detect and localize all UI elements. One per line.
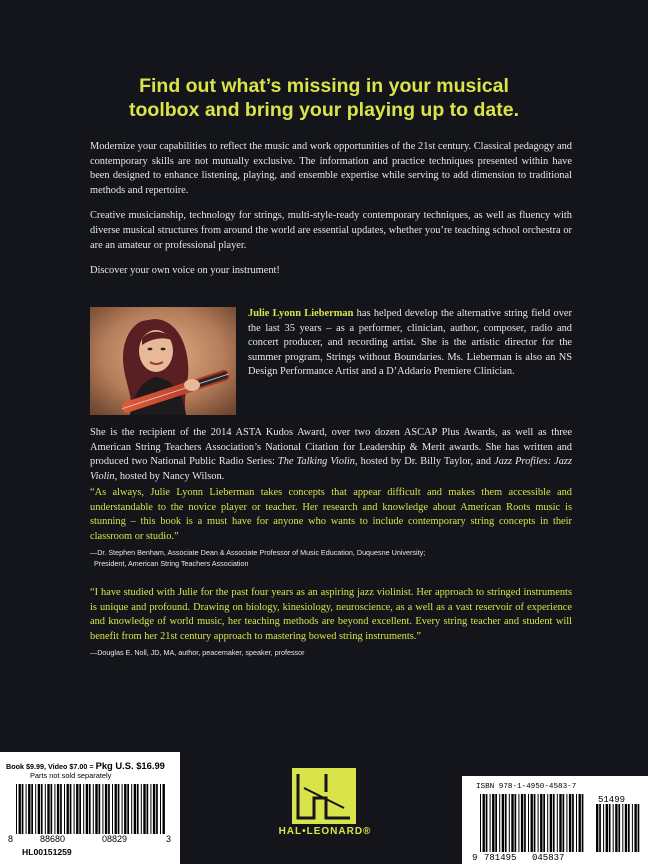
intro-text: [90, 140, 572, 290]
publisher-name: HAL•LEONARD®: [278, 826, 372, 837]
barcode-bar: [622, 804, 623, 852]
barcode-bar: [534, 794, 536, 852]
barcode-bar: [143, 784, 145, 834]
upc-barcode: [6, 782, 174, 844]
barcode-bar: [105, 784, 107, 834]
barcode-bar: [509, 794, 510, 852]
barcode-bar: [31, 784, 33, 834]
price-line: [6, 760, 165, 771]
barcode-bar: [609, 804, 611, 852]
barcode-bar: [150, 784, 151, 834]
bio-text: has helped develop the alternative string field over the last 35 years – as a performer, clinician, author, composer, radio and concert producer, and recording artist. She is the artistic director for the summer program, Strings without Boundaries. Ms. Lieberman is also an NS Design Performance Artist and a D’Addario Premiere Clinician.: [248, 308, 573, 378]
barcode-bar: [118, 784, 120, 834]
price-components: Book $9.99, Video $7.00 =: [6, 762, 96, 771]
barcode-bar: [566, 794, 567, 852]
testimonial-1-attribution-line-1: —Dr. Stephen Benham, Associate Dean & Associate Professor of Music Education, Duquesne University;: [90, 548, 426, 558]
barcode-bar: [141, 784, 142, 834]
barcode-bar: [83, 784, 84, 834]
barcode-bar: [524, 794, 526, 852]
barcode-bar: [93, 784, 94, 834]
barcode-bar: [543, 794, 545, 852]
awards-text-a: She is the recipient of the 2014 ASTA Kudos Award, over two dozen ASCAP Plus Awards, as well as three American String Teachers Association’s National Citation for Leadership & Merit awards. She has written and produced two National Public Radio Series:: [90, 427, 572, 468]
barcode-bar: [99, 784, 101, 834]
barcode-bar: [64, 784, 65, 834]
barcode-bar: [582, 794, 584, 852]
headline-line-1: Find out what’s missing in your musical: [139, 75, 509, 97]
barcode-bar: [518, 794, 519, 852]
isbn-barcode: [472, 794, 642, 862]
barcode-bar: [115, 784, 117, 834]
upc-digit-last: 3: [166, 834, 172, 844]
barcode-bar: [540, 794, 542, 852]
author-photo: [90, 307, 236, 415]
awards-text-c: , hosted by Nancy Wilson.: [114, 470, 225, 482]
barcode-bar: [38, 784, 40, 834]
barcode-bar: [579, 794, 581, 852]
barcode-bar: [86, 784, 88, 834]
barcode-bar: [131, 784, 132, 834]
barcode-bar: [576, 794, 577, 852]
parts-note: Parts not sold separately: [30, 771, 112, 780]
barcode-bar: [22, 784, 24, 834]
author-name: Julie Lyonn Lieberman: [248, 308, 354, 319]
isbn-addon-digits: 51499: [598, 795, 626, 805]
testimonial-1-attribution: [90, 547, 572, 569]
barcode-bar: [634, 804, 636, 852]
testimonial-2-attribution-line-1: —Douglas E. Noll, JD, MA, author, peacemaker, speaker, professor: [90, 648, 305, 658]
author-bio: [248, 307, 572, 380]
ean-digit-first: 9: [472, 853, 478, 862]
barcode-bar: [89, 784, 91, 834]
headline: [0, 74, 648, 122]
barcode-bar: [95, 784, 97, 834]
headline-line-2: toolbox and bring your playing up to date.: [129, 99, 519, 121]
barcode-bar: [559, 794, 561, 852]
barcode-bar: [599, 804, 601, 852]
barcode-bar: [638, 804, 640, 852]
intro-paragraph-2: Creative musicianship, technology for strings, multi-style-ready contemporary techniques, as well as fluency with diverse musical structures from around the world are essential updates, whether you’re teaching school orchestra or are an amateur or professional player.: [90, 210, 572, 251]
barcode-bar: [28, 784, 30, 834]
isbn-number: ISBN 978-1-4950-4583-7: [476, 783, 577, 791]
barcode-bar: [553, 794, 555, 852]
barcode-bar: [572, 794, 574, 852]
price-box: [0, 752, 180, 864]
barcode-bar: [628, 804, 630, 852]
barcode-bar: [531, 794, 533, 852]
barcode-bar: [156, 784, 158, 834]
upc-digits-right: 08829: [102, 834, 128, 844]
price-total: Pkg U.S. $16.99: [95, 760, 165, 771]
barcode-bar: [569, 794, 571, 852]
testimonial-1-text: “As always, Julie Lyonn Lieberman takes concepts that appear difficult and makes them accessible and understandable to the novice player or teacher. Her research and knowledge about American Roots music is stunning – this book is a must have for anyone who wants to include contemporary string concepts in their classroom or studio.”: [90, 487, 572, 542]
barcode-bar: [41, 784, 43, 834]
barcode-bar: [47, 784, 49, 834]
barcode-bar: [67, 784, 69, 834]
barcode-bar: [45, 784, 46, 834]
barcode-bar: [596, 804, 598, 852]
upc-digit-first: 8: [8, 834, 14, 844]
series-title-1: The Talking Violin: [277, 456, 356, 468]
barcode-bar: [521, 794, 523, 852]
barcode-bar: [16, 784, 17, 834]
barcode-bar: [505, 794, 507, 852]
barcode-bar: [127, 784, 129, 834]
barcode-bar: [615, 804, 617, 852]
barcode-bar: [160, 784, 161, 834]
awards-text: [90, 426, 572, 484]
barcode-bar: [79, 784, 81, 834]
barcode-bar: [547, 794, 548, 852]
series-title-2: Jazz Profiles: Jazz Violin: [90, 456, 572, 482]
testimonial-2-attribution: [90, 647, 572, 658]
barcode-bar: [603, 804, 604, 852]
barcode-bar: [490, 794, 491, 852]
barcode-bar: [613, 804, 614, 852]
isbn-box: [462, 776, 648, 864]
barcode-bar: [515, 794, 517, 852]
barcode-bar: [480, 794, 481, 852]
barcode-bar: [122, 784, 123, 834]
barcode-bar: [51, 784, 53, 834]
intro-paragraph-1: Modernize your capabilities to reflect the music and work opportunities of the 21st century. Classical pedagogy and contemporary skills are not mutually exclusive. The information and practice techniques presented within have been designed to enhance listening, playing, and ensemble expertise while serving to add dimension to traditional methods and repertoire.: [90, 141, 572, 196]
hal-leonard-logo-icon: [282, 768, 368, 858]
barcode-bar: [550, 794, 552, 852]
barcode-bar: [492, 794, 494, 852]
barcode-bar: [163, 784, 165, 834]
testimonial-2: [90, 586, 572, 658]
barcode-bar: [134, 784, 136, 834]
barcode-bar: [618, 804, 620, 852]
barcode-bar: [625, 804, 627, 852]
barcode-bar: [499, 794, 500, 852]
testimonial-2-text: “I have studied with Julie for the past four years as an aspiring jazz violinist. Her approach to stringed instruments is unique and profound. Drawing on biology, kinesiology, neuroscience, as a well as a vast reservoir of experience and knowledge of world music, her teaching methods are beyond excellent. Every string teacher and student will benefit from her 21st century approach to mastering bowed string instruments.”: [90, 587, 572, 642]
barcode-bar: [26, 784, 27, 834]
upc-digits-left: 88680: [40, 834, 66, 844]
barcode-bar: [57, 784, 59, 834]
awards-paragraph: [90, 426, 572, 484]
barcode-bar: [112, 784, 113, 834]
testimonial-1-attribution-line-2: President, American String Teachers Association: [94, 559, 249, 569]
barcode-bar: [102, 784, 103, 834]
barcode-bar: [153, 784, 155, 834]
barcode-bar: [124, 784, 126, 834]
barcode-bar: [528, 794, 529, 852]
awards-text-b: , hosted by Dr. Billy Taylor, and: [355, 456, 495, 468]
barcode-bar: [486, 794, 488, 852]
barcode-bar: [495, 794, 497, 852]
barcode-bar: [54, 784, 55, 834]
barcode-bar: [108, 784, 110, 834]
ean-digits-left: 781495: [484, 853, 517, 862]
product-code: HL00151259: [22, 847, 72, 857]
barcode-bar: [19, 784, 21, 834]
barcode-bar: [557, 794, 558, 852]
barcode-bar: [76, 784, 78, 834]
barcode-bar: [511, 794, 513, 852]
barcode-bar: [147, 784, 149, 834]
barcode-bar: [137, 784, 139, 834]
barcode-bar: [483, 794, 485, 852]
barcode-bar: [502, 794, 504, 852]
barcode-bar: [70, 784, 72, 834]
barcode-bar: [606, 804, 608, 852]
barcode-bar: [60, 784, 62, 834]
barcode-bar: [74, 784, 75, 834]
barcode-bar: [632, 804, 633, 852]
intro-paragraph-3: Discover your own voice on your instrument!: [90, 265, 280, 277]
barcode-bar: [563, 794, 565, 852]
bio-paragraph: [248, 307, 572, 380]
ean-digits-right: 045837: [532, 853, 565, 862]
barcode-bar: [35, 784, 36, 834]
barcode-bar: [538, 794, 539, 852]
testimonial-1: [90, 486, 572, 569]
